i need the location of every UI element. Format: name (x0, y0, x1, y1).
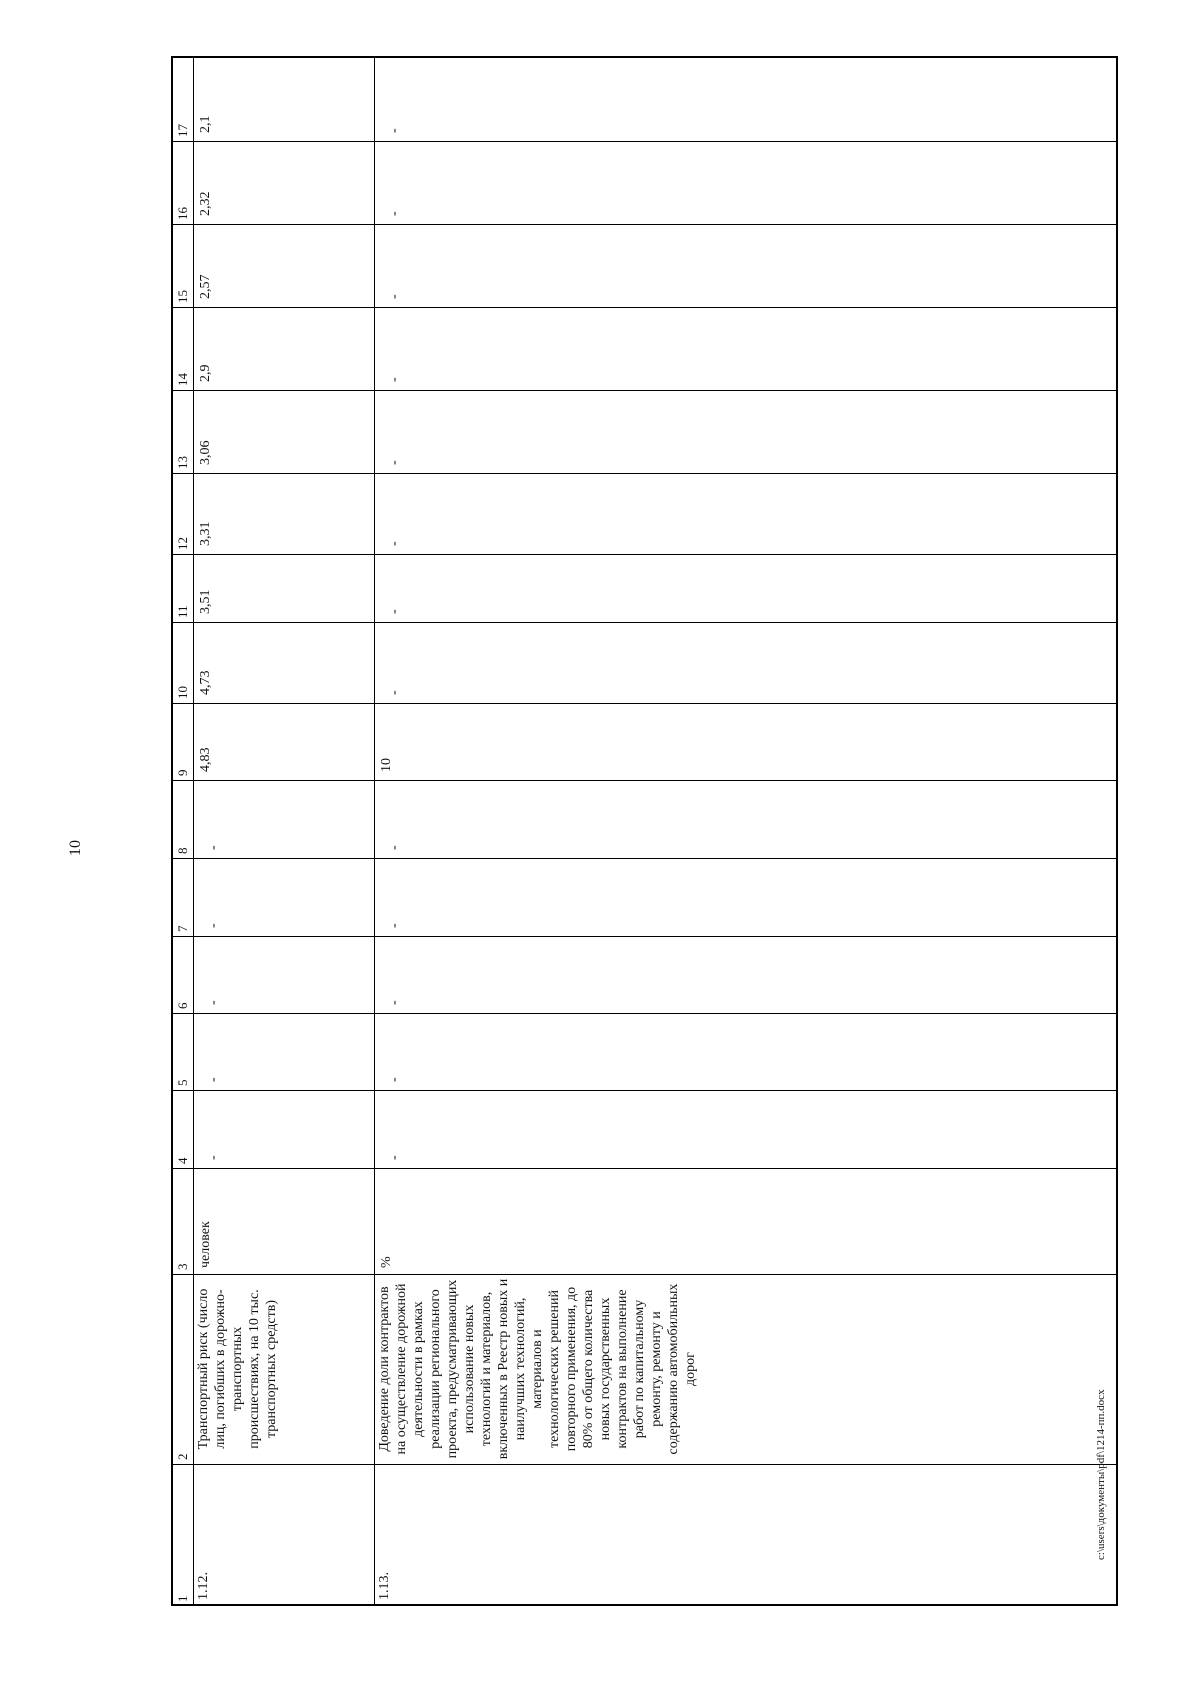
indicator-value: - (206, 1077, 221, 1082)
indicator-value: 2,57 (198, 274, 213, 299)
indicator-value: - (387, 460, 402, 465)
column-number: 12 (175, 537, 190, 550)
indicator-value: - (387, 609, 402, 614)
page-number: 10 (67, 840, 84, 856)
column-number: 11 (175, 605, 190, 618)
indicator-name: Транспортный риск (число лиц, погибших в дорожно-транспортных происшествиях, на 10 тыс. транспортных средств) (196, 1288, 279, 1450)
column-divider (173, 858, 1116, 859)
indicator-value: - (387, 690, 402, 695)
indicator-value: - (387, 845, 402, 850)
indicator-value: - (387, 1000, 402, 1005)
column-divider (173, 224, 1116, 225)
indicator-value: - (387, 1155, 402, 1160)
indicator-value: - (206, 1000, 221, 1005)
column-divider (173, 1464, 1116, 1465)
column-divider (173, 1013, 1116, 1014)
column-number: 1 (175, 1595, 190, 1602)
indicator-value: 2,32 (198, 191, 213, 216)
column-divider (173, 1168, 1116, 1169)
indicator-value: - (387, 128, 402, 133)
indicator-value: 2,1 (198, 115, 213, 133)
indicator-value: - (387, 541, 402, 546)
column-divider (173, 936, 1116, 937)
column-divider (173, 1274, 1116, 1275)
indicator-value: - (206, 923, 221, 928)
indicator-value: - (387, 294, 402, 299)
indicator-value: - (387, 211, 402, 216)
column-number: 5 (175, 1079, 190, 1086)
column-number: 3 (175, 1263, 190, 1270)
column-divider (173, 307, 1116, 308)
indicator-value: - (387, 377, 402, 382)
column-divider (173, 622, 1116, 623)
column-number: 8 (175, 847, 190, 854)
column-number: 4 (175, 1157, 190, 1164)
row-divider (193, 58, 194, 1604)
column-divider (173, 473, 1116, 474)
indicator-value: 4,73 (198, 670, 213, 695)
row-number: 1.13. (377, 1572, 392, 1600)
indicator-value: 3,06 (198, 440, 213, 465)
column-divider (173, 554, 1116, 555)
column-number: 9 (175, 769, 190, 776)
row-number: 1.12. (196, 1572, 211, 1600)
data-table (171, 56, 1118, 1606)
indicator-value: - (206, 845, 221, 850)
indicator-value: 10 (379, 758, 394, 772)
indicator-value: - (206, 1155, 221, 1160)
indicator-value: 2,9 (198, 364, 213, 382)
unit-of-measure: % (379, 1256, 394, 1268)
column-number: 15 (175, 290, 190, 303)
column-divider (173, 141, 1116, 142)
column-divider (173, 780, 1116, 781)
column-number: 14 (175, 373, 190, 386)
column-number: 13 (175, 456, 190, 469)
indicator-value: 4,83 (198, 747, 213, 772)
indicator-name: Доведение доли контрактов на осуществление дорожной деятельности в рамках реализации регионального проекта, предусматривающих использование новых технологий и материалов, включенных в Реестр новых и наилучших технологий, материалов и технологических решений повторного применения, до 80% от общего количества новых государственных контрактов на выполнение работ по капитальному ремонту, ремонту и содержанию автомобильных дорог (377, 1278, 698, 1460)
column-number: 10 (175, 686, 190, 699)
indicator-value: 3,51 (198, 589, 213, 614)
indicator-value: - (387, 1077, 402, 1082)
column-number: 16 (175, 207, 190, 220)
column-number: 6 (175, 1002, 190, 1009)
column-divider (173, 703, 1116, 704)
column-divider (173, 1090, 1116, 1091)
indicator-value: 3,31 (198, 521, 213, 546)
column-number: 17 (175, 124, 190, 137)
column-number: 2 (175, 1453, 190, 1460)
column-divider (173, 390, 1116, 391)
footer-file-path: c:\users\документы\pdf\1214-пп.docx (1095, 1389, 1107, 1560)
unit-of-measure: человек (198, 1221, 213, 1268)
column-number: 7 (175, 925, 190, 932)
indicator-value: - (387, 923, 402, 928)
row-divider (374, 58, 375, 1604)
